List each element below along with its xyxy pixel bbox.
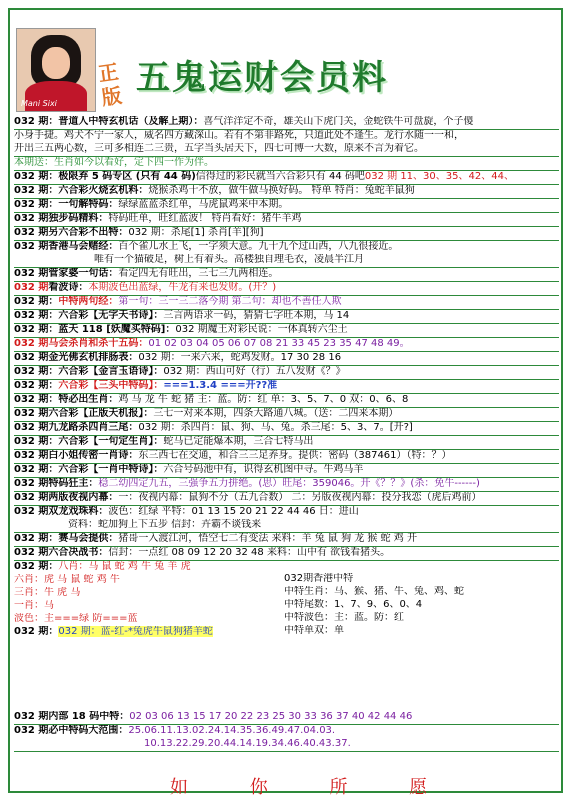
list-item: 资料：蛇加狗上下五步 信封：卉霸不谈钱来 [14, 519, 559, 533]
list-item: 032 期独步码精料：特码旺单，旺红蓝波！ 特肖看好：猪牛羊鸡 [14, 213, 559, 227]
list-item: 032 期九龙路杀四肖三尾：032 期：杀四肖：鼠、狗、马、兔。杀三尾：5、3、7。[开?] [14, 422, 559, 436]
list-item: 032 期：一句解特码：绿绿蓝蓝杀红单，马虎鼠鸡来中本期。 [14, 199, 559, 213]
list-item: 032 期：蓝天 118 [妖魔买特码]：032 期魔王对彩民说：一体真转六尘土 [14, 324, 559, 338]
list-item: 六肖：虎 马 鼠 蛇 鸡 牛 [14, 574, 120, 585]
list-item: 032 期：六合彩【金言玉语诗】：032 期：西山可好（行）五八发财《？》 [14, 366, 559, 380]
panel-title: 032期香港中特 [284, 573, 354, 584]
list-item: 032 期必中特码大范围：25.06.11.13.02.24.14.35.36.49.47.04.03. [14, 725, 336, 736]
hk-special-panel [284, 573, 554, 638]
zodiac-picks [14, 561, 294, 639]
list-item: 032 期内部 18 码中特：02 03 06 13 15 17 20 22 23 25 30 33 36 37 40 42 44 46 [14, 711, 559, 725]
list-item: 032 期：极限弃 5 码专区 (只有 44 码)信得过的彩民就当六合彩只有 44 码吧032 期 11、30、35、42、44、 [14, 171, 559, 185]
edition-badge: 正版 [96, 59, 124, 110]
list-item: 波色：主===绿 防===蓝 [14, 613, 138, 624]
list-item: 中特生肖：马、猴、猪、牛、兔、鸡、蛇 [284, 586, 464, 597]
list-item: 032 期：特必出生肖：鸡 马 龙 牛 蛇 猪 主：蓝。防：红 单：3、5、7、0 双：0、6、8 [14, 394, 559, 408]
list-item: 032 期：六合彩【无字天书诗】：三言两语求一码，猜猜七字旺本期，马 14 [14, 310, 559, 324]
list-item: 032 期特码狂主：稳二幼四定九五，三强争五力拼绝。(思）旺尾：359046。开《？？》(杀：免牛------) [14, 478, 559, 492]
list-item: 032 期：六合彩【三头中特码】：===1.3.4 ===开??准 [14, 380, 559, 394]
list-item: 中特尾数：1、7、9、6、0、4 [284, 599, 423, 610]
list-item: 032 期：六合彩火烧玄机料：烧猴杀鸡十不放，做牛做马换好码。 特单 特肖：兔蛇羊鼠狗 [14, 185, 559, 199]
list-item: 032 期：赛马会提供：猪哥一入渡江河，悟空七二有变法 来料：羊 兔 鼠 狗 龙 猴 蛇 鸡 开 [14, 533, 559, 547]
list-item: 中特波色：主：蓝。防：红 [284, 612, 404, 623]
list-item: 032 期：八肖：马 鼠 蛇 鸡 牛 兔 羊 虎 [14, 561, 191, 572]
list-item: 开出三五两心数，三可多相连二三贵，五字当头居天下，四七可博一大数，原来不言为着它。 [14, 143, 559, 157]
avatar-photo [16, 28, 96, 112]
list-item: 一肖：马 [14, 600, 54, 611]
prediction-block [14, 561, 559, 711]
list-item: 032 期双龙戏珠料：波色：红绿 平特：01 13 15 20 21 22 44 46 日：进山 [14, 506, 359, 517]
list-item: 032 期金光佛玄机排肠表：032 期：一来六来，蛇鸡发财。17 30 28 16 [14, 352, 559, 366]
list-item: 032 期管家婆一句话：看定四无有旺出，三七三九两相连。 [14, 268, 559, 282]
list-item: 032 期六合彩【正版天机报】：三七一对来本期，四条大路通八城。（送：二四来本期） [14, 408, 559, 422]
list-item: 本期送：生肖如今以看好，定下四一作为伴。 [14, 157, 559, 171]
content-body [14, 116, 559, 752]
list-item: 032 期白小姐传密一肖诗：东三西七在交通，和合三三足养身。提供：密码（387461）（特：？） [14, 450, 559, 464]
header-banner [10, 10, 561, 113]
list-item: 10.13.22.29.20.44.14.19.34.46.40.43.37. [14, 738, 559, 752]
page-frame [8, 8, 563, 798]
footer-slogan: 如 你 所 愿 [170, 777, 456, 798]
list-item: 032 期：六合彩【一句定生肖】：蛇马已定能爆本期，三合七特马出 [14, 436, 559, 450]
list-item: 032 期：032 期：蓝-红-*兔虎牛鼠狗猪羊蛇 [14, 626, 213, 637]
page-title: 五鬼运财会员料 [136, 58, 388, 98]
list-item: 唯有一个猫破足，树上有着头。高楼独自理毛衣，凌晨半江月 [14, 254, 559, 268]
list-item: 小身手捷。鸡犬不宁一家人，威名四方藏深山。若有不第非路死，只道此处不逢生。龙行水随一一和， [14, 130, 464, 141]
list-item: 032 期马会杀肖和杀十五码：01 02 03 04 05 06 07 08 21 33 45 23 35 47 48 49。 [14, 338, 559, 352]
photo-caption: Mani Sixi [21, 99, 57, 109]
list-item: 032 期看波诗：本期波色出蓝绿，牛龙有来也发财。(开？) [14, 282, 559, 296]
list-item: 032 期另六合彩不出特：032 期：杀尾[1] 杀肖[羊][狗] [14, 227, 559, 241]
list-item: 中特单双：单 [284, 625, 344, 636]
list-item: 032 期两版夜视内幕：一：夜视内幕：鼠狗不分（五九合数） 二：另版夜视内幕：投分我恋（虎后鸡前） [14, 492, 559, 506]
list-item: 032 期香港马会赌经：百个雀儿水上飞，一字须大意。九十九个过山西，八九很接近。 [14, 241, 399, 252]
list-item: 032 期：六合彩【一肖中特诗】：六合号码池中有，识得玄机图中寻。牛鸡马羊 [14, 464, 559, 478]
list-item: 三肖：牛 虎 马 [14, 587, 81, 598]
list-item: 032 期六合决战书：信封：一点红 08 09 12 20 32 48 来料：山中有 欲钱看猪头。 [14, 547, 559, 561]
list-item: 032 期：中特两句经：第一句：三一三二落今期 第二句：却也不善任人欺 [14, 296, 559, 310]
list-item: 032 期：普道人中特玄机话（及解上期）：喜气洋洋定不奇，雄关山下虎门关，金蛇铁牛可盘旋，个子傻 [14, 116, 559, 130]
